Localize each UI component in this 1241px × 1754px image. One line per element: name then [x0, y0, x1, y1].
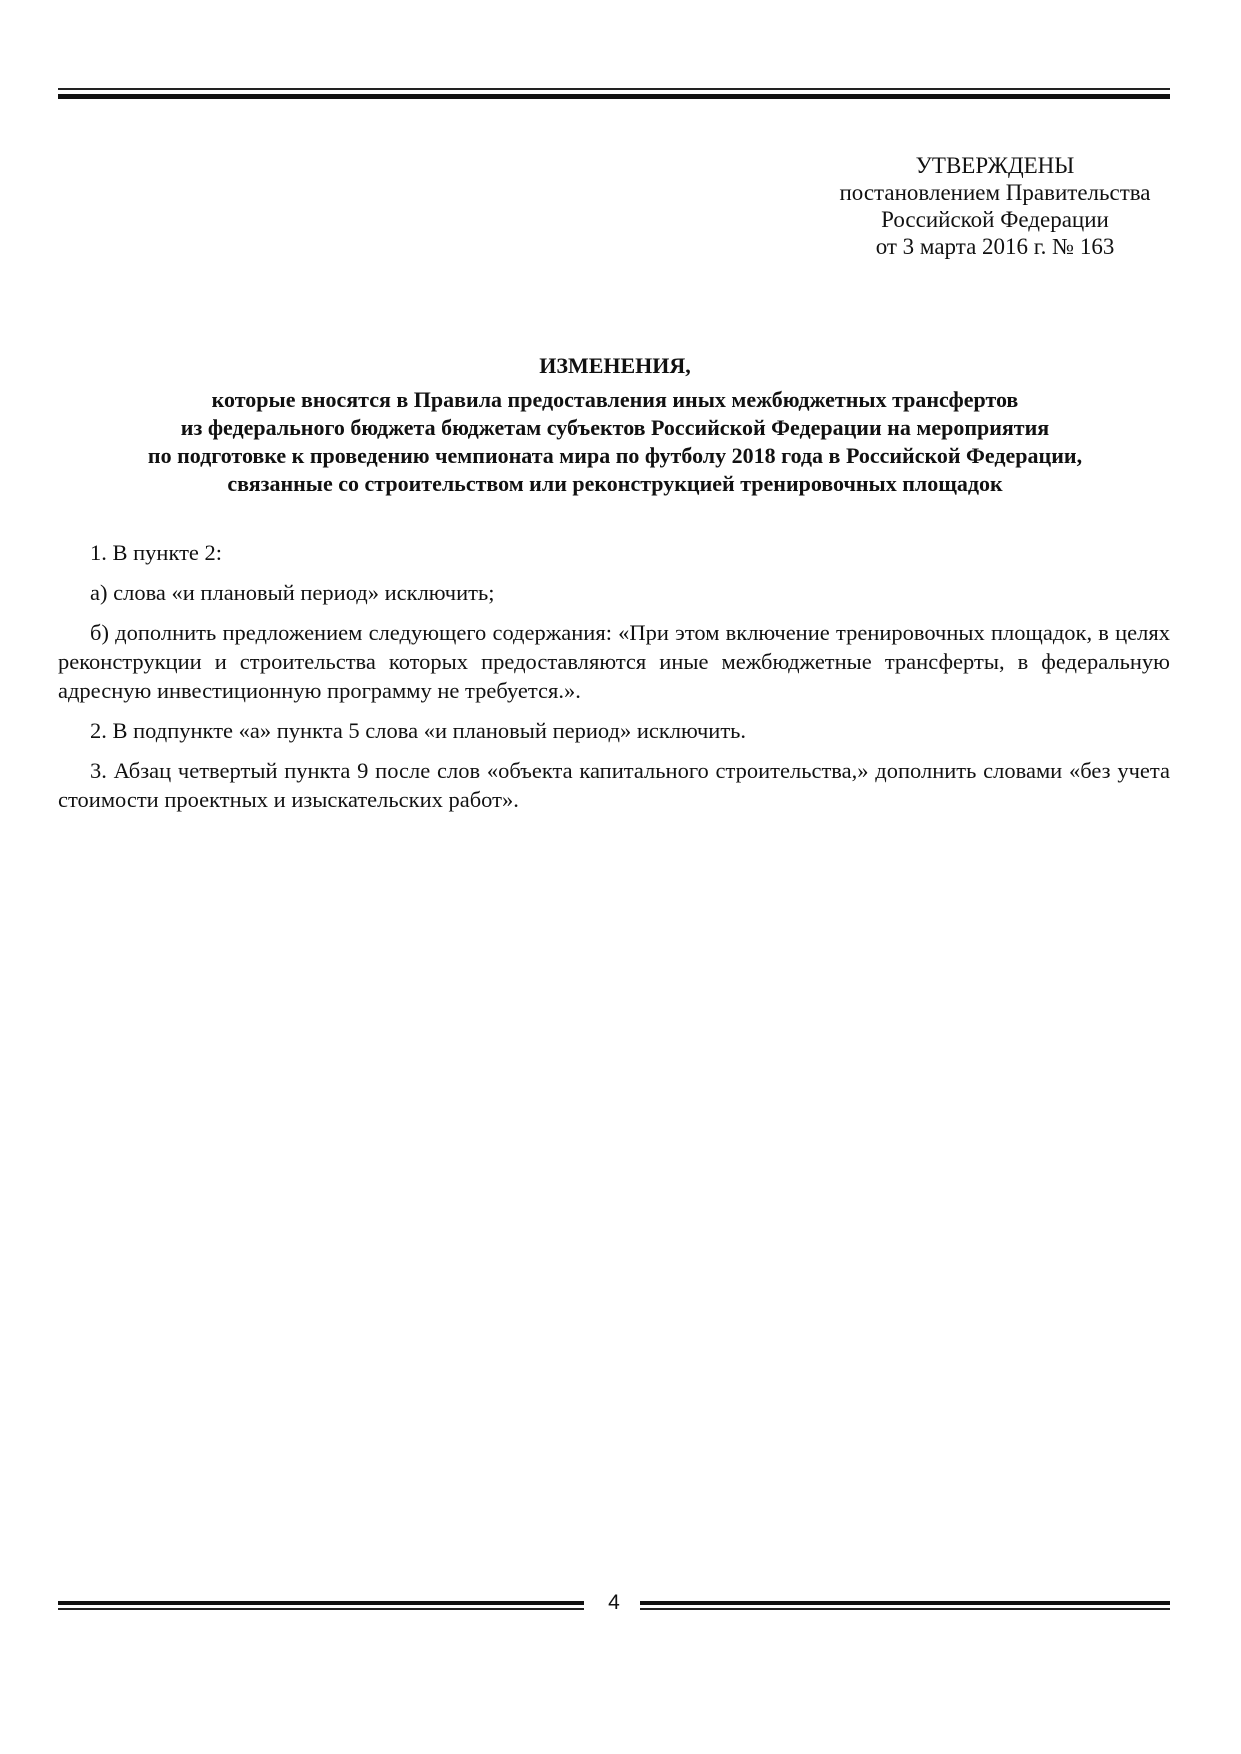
title-subline: из федерального бюджета бюджетам субъектов Российской Федерации на мероприятия — [180, 415, 1050, 440]
title-subline: по подготовке к проведению чемпионата мира по футболу 2018 года в Российской Федерации, — [147, 443, 1083, 468]
document-title — [60, 352, 1170, 498]
page-number: 4 — [608, 1591, 620, 1614]
title-subline: связанные со строительством или реконструкцией тренировочных площадок — [227, 471, 1003, 496]
page-title: ИЗМЕНЕНИЯ, — [539, 353, 691, 378]
document-body — [58, 538, 1170, 825]
footer-rule-right — [640, 1601, 1170, 1610]
approval-authority: Российской Федерации — [881, 207, 1109, 232]
paragraph-subitem-a: а) слова «и плановый период» исключить; — [90, 580, 495, 605]
approval-stamp — [770, 152, 1220, 260]
paragraph-item-1: 1. В пункте 2: — [90, 540, 223, 565]
approval-decree: постановлением Правительства — [839, 180, 1151, 205]
header-rule-thin — [58, 88, 1170, 90]
header-rule-thick — [58, 94, 1170, 99]
paragraph-subitem-b: б) дополнить предложением следующего содержания: «При этом включение тренировочных площадок, в целях реконструкции и строительства которых предоставляются иные межбюджетные трансферты, в федеральную адресную инвестиционную программу не требуется.». — [58, 620, 1170, 703]
header-double-rule — [58, 88, 1170, 99]
paragraph-item-2: 2. В подпункте «а» пункта 5 слова «и плановый период» исключить. — [90, 718, 747, 743]
approval-date-number: от 3 марта 2016 г. № 163 — [875, 234, 1115, 259]
page-footer — [58, 1591, 1170, 1620]
paragraph-item-3: 3. Абзац четвертый пункта 9 после слов «объекта капитального строительства,» дополнить словами «без учета стоимости проектных и изыскательских работ». — [58, 758, 1170, 812]
title-subline: которые вносятся в Правила предоставления иных межбюджетных трансфертов — [211, 387, 1019, 412]
approval-heading: УТВЕРЖДЕНЫ — [915, 153, 1075, 178]
footer-rule-left — [58, 1601, 584, 1610]
